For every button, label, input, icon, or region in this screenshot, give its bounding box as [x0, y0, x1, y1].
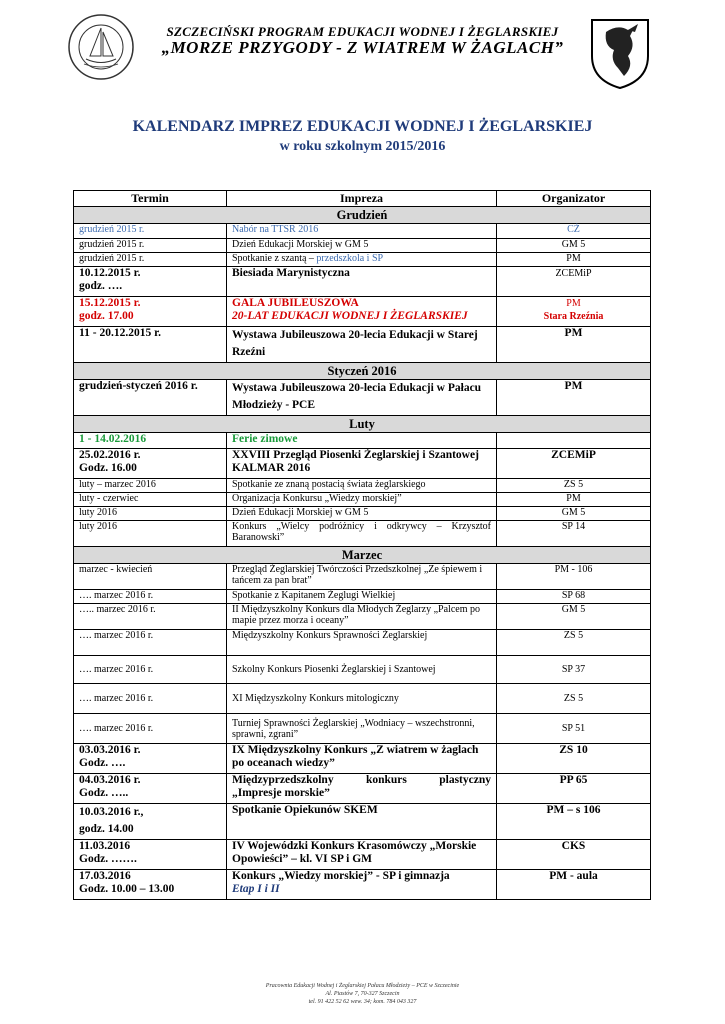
- event-subtitle: 20-LAT EDUKACJI WODNEJ I ŻEGLARSKIEJ: [232, 310, 468, 322]
- cell-impreza: Turniej Sprawności Żeglarskiej „Wodniacy – wszechstronni, sprawni, zgrani”: [227, 714, 497, 744]
- table-row: [74, 449, 651, 479]
- table-row: [74, 521, 651, 547]
- month-label: Styczeń 2016: [74, 363, 651, 380]
- cell-termin: …. marzec 2016 r.: [74, 630, 227, 656]
- cell-organizator: SP 68: [497, 590, 651, 604]
- event-date: 25.02.2016 r.: [79, 449, 141, 461]
- table-row: [74, 714, 651, 744]
- cell-termin: …. marzec 2016 r.: [74, 656, 227, 684]
- program-motto: „MORZE PRZYGODY - Z WIATREM W ŻAGLACH”: [161, 38, 564, 57]
- cell-organizator: PM – s 106: [497, 804, 651, 840]
- event-audience: przedszkola i SP: [316, 253, 384, 264]
- cell-impreza: Spotkanie z Kapitanem Żeglugi Wielkiej: [227, 590, 497, 604]
- event-time: Godz. ….: [79, 757, 126, 769]
- cell-termin: luty - czerwiec: [74, 493, 227, 507]
- column-header-termin: Termin: [74, 191, 227, 207]
- table-row: [74, 327, 651, 363]
- table-row: [74, 604, 651, 630]
- table-row: [74, 297, 651, 327]
- cell-impreza: Konkurs „Wielcy podróżnicy i odkrywcy – Krzysztof Baranowski”: [227, 521, 497, 547]
- cell-termin: marzec - kwiecień: [74, 564, 227, 590]
- month-label: Marzec: [74, 547, 651, 564]
- month-label: Luty: [74, 416, 651, 433]
- cell-termin: 1 - 14.02.2016: [74, 433, 227, 449]
- month-row-marzec: [74, 547, 651, 564]
- cell-organizator: PM: [497, 253, 651, 267]
- footer-phone: tel. 91 422 52 62 wew. 34; kom. 784 043 327: [308, 999, 417, 1005]
- cell-termin: [74, 744, 227, 774]
- event-date: 15.12.2015 r.: [79, 297, 141, 309]
- cell-organizator: ZS 10: [497, 744, 651, 774]
- cell-organizator: [497, 433, 651, 449]
- event-time: Godz. 10.00 – 13.00: [79, 883, 175, 895]
- table-header-row: [74, 191, 651, 207]
- cell-impreza: Biesiada Marynistyczna: [227, 267, 497, 297]
- event-text: Spotkanie z szantą –: [232, 253, 317, 264]
- month-row-grudzien: [74, 207, 651, 224]
- program-name: SZCZECIŃSKI PROGRAM EDUKACJI WODNEJ I ŻEGLARSKIEJ: [166, 24, 559, 39]
- cell-organizator: ZS 5: [497, 630, 651, 656]
- events-table: [73, 190, 651, 900]
- cell-impreza: XXVIII Przegląd Piosenki Żeglarskiej i Szantowej KALMAR 2016: [227, 449, 497, 479]
- table-row: [74, 507, 651, 521]
- cell-impreza: Nabór na TTSR 2016: [227, 224, 497, 239]
- cell-impreza: Dzień Edukacji Morskiej w GM 5: [227, 239, 497, 253]
- cell-termin: [74, 870, 227, 900]
- cell-impreza: Wystawa Jubileuszowa 20-lecia Edukacji w Pałacu Młodzieży - PCE: [227, 380, 497, 416]
- cell-organizator: PM - aula: [497, 870, 651, 900]
- event-stage: Etap I i II: [232, 883, 280, 895]
- cell-organizator: SP 51: [497, 714, 651, 744]
- cell-impreza: Międzyszkolny Konkurs Sprawności Żeglarskiej: [227, 630, 497, 656]
- page-subtitle: w roku szkolnym 2015/2016: [279, 139, 446, 154]
- cell-organizator: SP 37: [497, 656, 651, 684]
- table-row: [74, 267, 651, 297]
- cell-termin: [74, 840, 227, 870]
- cell-termin: [74, 449, 227, 479]
- page-footer: [0, 982, 725, 1006]
- cell-impreza: II Międzyszkolny Konkurs dla Młodych Żeglarzy „Palcem po mapie przez morza i oceany”: [227, 604, 497, 630]
- table-row: [74, 744, 651, 774]
- cell-organizator: SP 14: [497, 521, 651, 547]
- program-logo-icon: [66, 12, 136, 82]
- cell-organizator: PM: [497, 327, 651, 363]
- cell-termin: ….. marzec 2016 r.: [74, 604, 227, 630]
- cell-termin: grudzień 2015 r.: [74, 224, 227, 239]
- table-row: [74, 590, 651, 604]
- event-date: 10.12.2015 r.: [79, 267, 141, 279]
- cell-organizator: [497, 297, 651, 327]
- cell-termin: grudzień 2015 r.: [74, 239, 227, 253]
- event-time: godz. 14.00: [79, 823, 134, 835]
- table-row: [74, 433, 651, 449]
- table-row: [74, 630, 651, 656]
- cell-termin: [74, 774, 227, 804]
- cell-termin: grudzień 2015 r.: [74, 253, 227, 267]
- event-date: 11.03.2016: [79, 840, 131, 852]
- cell-organizator: GM 5: [497, 507, 651, 521]
- cell-impreza: Przegląd Żeglarskiej Twórczości Przedszkolnej „Ze śpiewem i tańcem za pan brat”: [227, 564, 497, 590]
- month-row-luty: [74, 416, 651, 433]
- cell-impreza: [227, 297, 497, 327]
- event-date: 17.03.2016: [79, 870, 131, 882]
- cell-termin: [74, 267, 227, 297]
- cell-impreza: Szkolny Konkurs Piosenki Żeglarskiej i Szantowej: [227, 656, 497, 684]
- event-time: godz. 17.00: [79, 310, 134, 322]
- table-row: [74, 253, 651, 267]
- cell-termin: grudzień-styczeń 2016 r.: [74, 380, 227, 416]
- cell-termin: …. marzec 2016 r.: [74, 714, 227, 744]
- cell-termin: luty 2016: [74, 507, 227, 521]
- table-row: [74, 224, 651, 239]
- cell-organizator: GM 5: [497, 239, 651, 253]
- cell-organizator: CŻ: [497, 224, 651, 239]
- event-date: 04.03.2016 r.: [79, 774, 141, 786]
- footer-address: Al. Piastów 7, 70-327 Szczecin: [325, 991, 400, 997]
- cell-impreza: Spotkanie ze znaną postacią świata żeglarskiego: [227, 479, 497, 493]
- month-label: Grudzień: [74, 207, 651, 224]
- column-header-impreza: Impreza: [227, 191, 497, 207]
- cell-organizator: PM: [497, 380, 651, 416]
- page-header: [0, 0, 725, 110]
- cell-organizator: GM 5: [497, 604, 651, 630]
- cell-impreza: Wystawa Jubileuszowa 20-lecia Edukacji w Starej Rzeźni: [227, 327, 497, 363]
- cell-termin: …. marzec 2016 r.: [74, 590, 227, 604]
- table-row: [74, 479, 651, 493]
- cell-impreza: Organizacja Konkursu „Wiedzy morskiej”: [227, 493, 497, 507]
- column-header-organizator: Organizator: [497, 191, 651, 207]
- cell-impreza: IX Międzyszkolny Konkurs „Z wiatrem w żaglach po oceanach wiedzy”: [227, 744, 497, 774]
- table-row: [74, 804, 651, 840]
- cell-impreza: XI Międzyszkolny Konkurs mitologiczny: [227, 684, 497, 714]
- event-title: GALA JUBILEUSZOWA: [232, 297, 359, 309]
- footer-institution: Pracownia Edukacji Wodnej i Żeglarskiej Pałacu Młodzieży – PCE w Szczecinie: [265, 983, 460, 989]
- table-row: [74, 656, 651, 684]
- event-date: 03.03.2016 r.: [79, 744, 141, 756]
- cell-termin: 11 - 20.12.2015 r.: [74, 327, 227, 363]
- event-time: Godz. 16.00: [79, 462, 137, 474]
- table-row: [74, 493, 651, 507]
- cell-termin: …. marzec 2016 r.: [74, 684, 227, 714]
- table-row: [74, 239, 651, 253]
- cell-organizator: ZCEMiP: [497, 449, 651, 479]
- table-row: [74, 774, 651, 804]
- cell-organizator: CKS: [497, 840, 651, 870]
- event-date: 10.03.2016 r.,: [79, 806, 144, 818]
- table-row: [74, 564, 651, 590]
- cell-termin: [74, 804, 227, 840]
- cell-impreza: Spotkanie Opiekunów SKEM: [227, 804, 497, 840]
- cell-impreza: [227, 870, 497, 900]
- cell-organizator: PM - 106: [497, 564, 651, 590]
- table-row: [74, 870, 651, 900]
- table-row: [74, 684, 651, 714]
- month-row-styczen: [74, 363, 651, 380]
- event-time: Godz. …..: [79, 787, 129, 799]
- cell-termin: luty 2016: [74, 521, 227, 547]
- cell-organizator: ZS 5: [497, 684, 651, 714]
- cell-impreza: Ferie zimowe: [227, 433, 497, 449]
- event-time: godz. ….: [79, 280, 123, 292]
- cell-impreza: Dzień Edukacji Morskiej w GM 5: [227, 507, 497, 521]
- cell-organizator: PM: [497, 493, 651, 507]
- table-row: [74, 380, 651, 416]
- event-title: Konkurs „Wiedzy morskiej” - SP i gimnazja: [232, 870, 450, 882]
- cell-organizator: PP 65: [497, 774, 651, 804]
- cell-organizator: ZCEMiP: [497, 267, 651, 297]
- cell-impreza: [227, 774, 497, 804]
- organizer: PM: [566, 298, 581, 309]
- event-title: Międzyprzedszkolny konkurs plastyczny: [232, 774, 491, 786]
- cell-impreza: [227, 253, 497, 267]
- page-title: KALENDARZ IMPREZ EDUKACJI WODNEJ I ŻEGLARSKIEJ: [132, 118, 593, 135]
- venue: Stara Rzeźnia: [543, 311, 604, 322]
- cell-termin: [74, 297, 227, 327]
- szczecin-coat-of-arms-icon: [588, 16, 652, 90]
- cell-termin: luty – marzec 2016: [74, 479, 227, 493]
- cell-impreza: IV Wojewódzki Konkurs Krasomówczy „Morskie Opowieści” – kl. VI SP i GM: [227, 840, 497, 870]
- cell-organizator: ZS 5: [497, 479, 651, 493]
- event-subtitle: „Impresje morskie”: [232, 787, 330, 799]
- event-time: Godz. …….: [79, 853, 137, 865]
- table-row: [74, 840, 651, 870]
